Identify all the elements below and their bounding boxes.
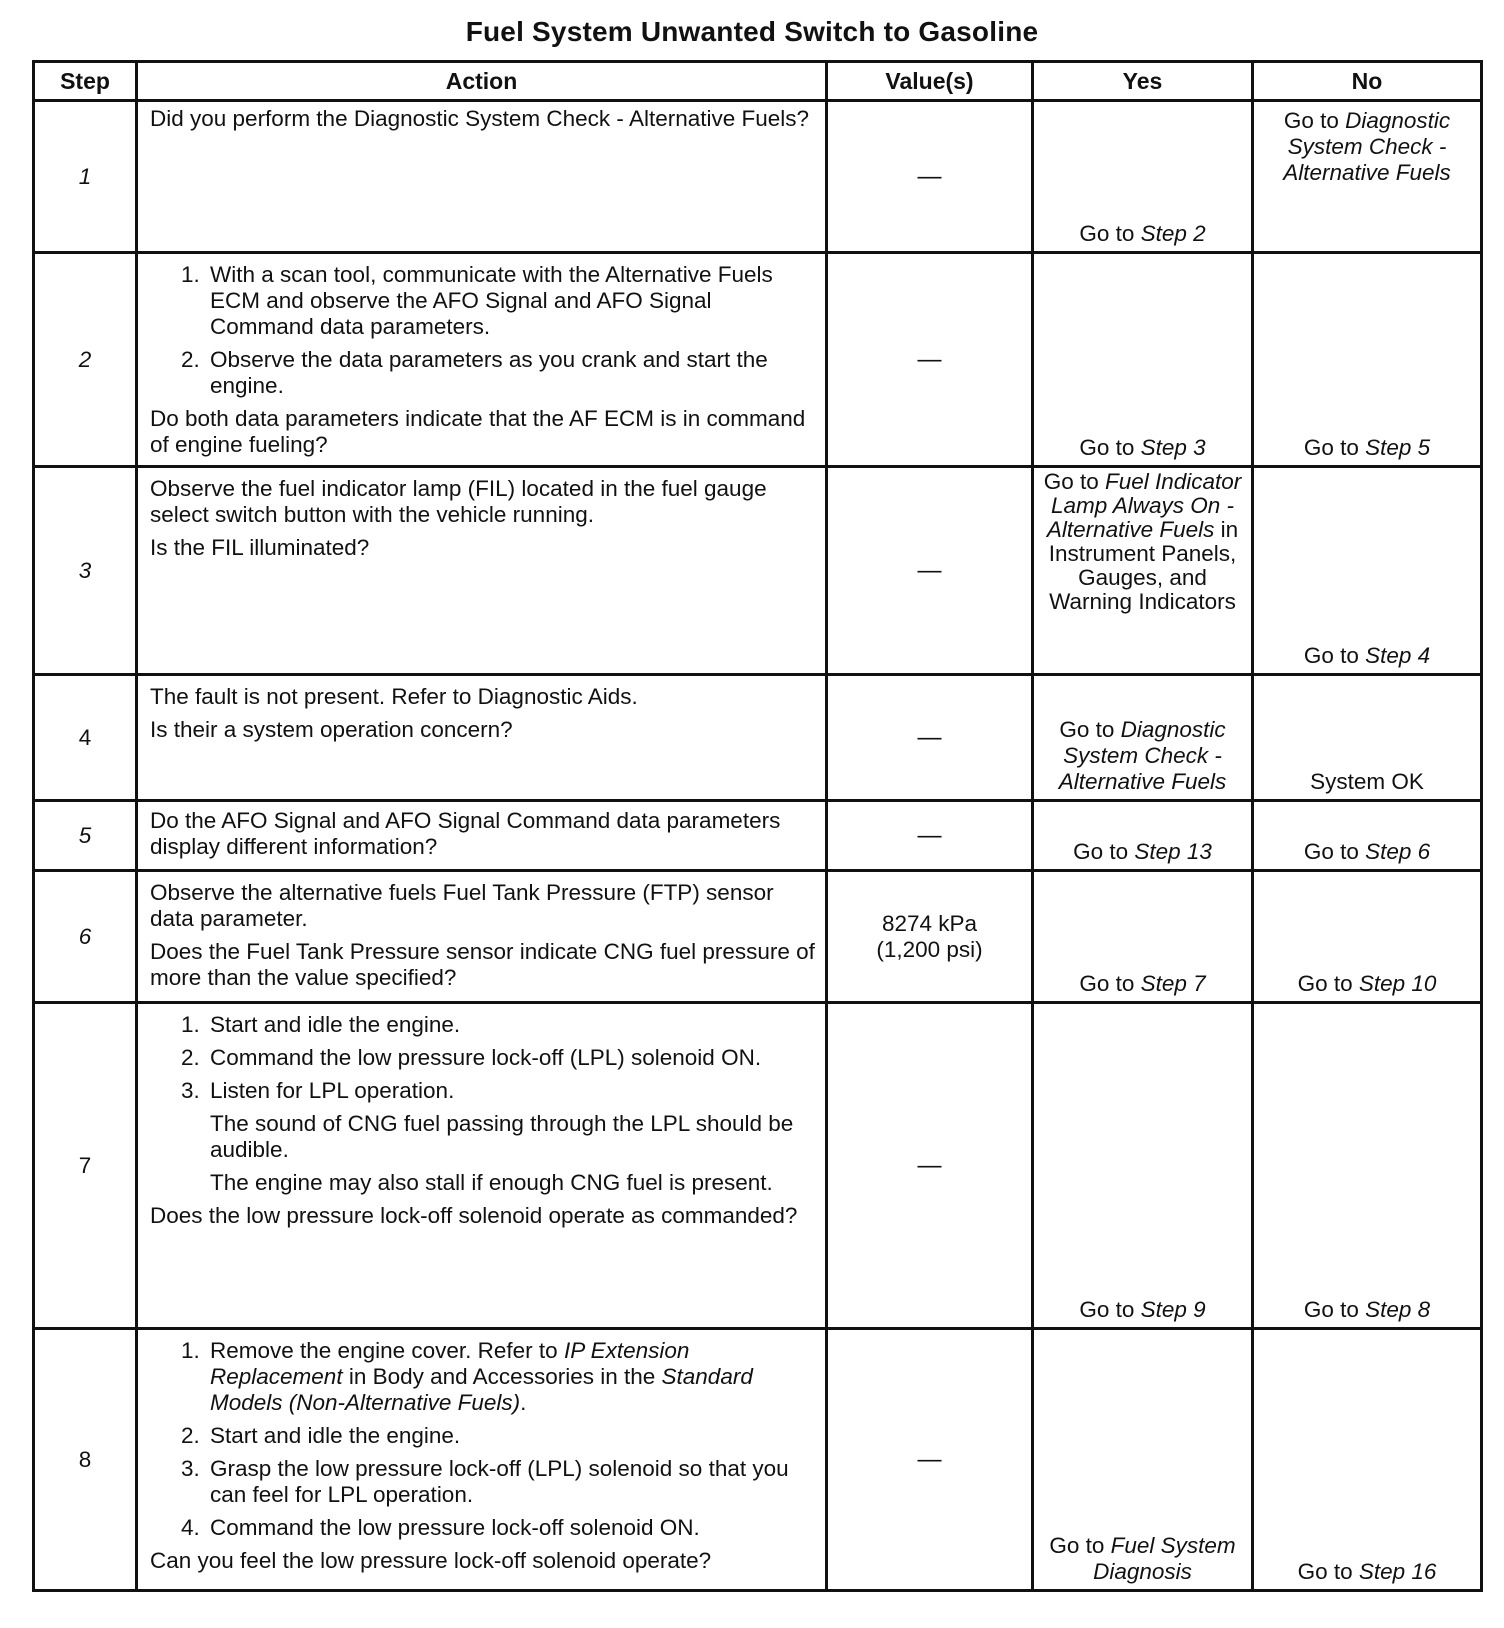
yes-link: Step 9 [1140, 1297, 1206, 1322]
yes-link: Fuel System Diagnosis [1093, 1533, 1236, 1584]
step-number: 8 [34, 1329, 137, 1591]
step-number: 2 [34, 253, 137, 467]
yes-prefix: Go to [1073, 839, 1135, 864]
action-cell [137, 871, 827, 1003]
action-question: Is the FIL illuminated? [150, 535, 370, 560]
action-text: Observe the alternative fuels Fuel Tank Pressure (FTP) sensor data parameter. [150, 880, 774, 931]
value-cell [827, 871, 1033, 1003]
action-steps [150, 1338, 815, 1541]
no-cell [1253, 101, 1482, 253]
no-link: Step 5 [1365, 435, 1431, 460]
yes-prefix: Go to [1079, 1297, 1141, 1322]
table-row [34, 467, 1482, 675]
no-cell [1253, 467, 1482, 675]
yes-link: Fuel Indicator Lamp Always On - Alternative Fuels [1046, 469, 1242, 542]
no-cell [1253, 801, 1482, 871]
step-number: 1 [34, 101, 137, 253]
yes-cell [1033, 871, 1253, 1003]
action-cell [137, 101, 827, 253]
table-row [34, 675, 1482, 801]
no-cell [1253, 1329, 1482, 1591]
value-cell: — [827, 801, 1033, 871]
no-prefix: Go to [1303, 643, 1366, 668]
value-line: 8274 kPa [881, 910, 978, 936]
header-no: No [1253, 62, 1482, 101]
action-cell [137, 675, 827, 801]
yes-link: Step 13 [1134, 839, 1212, 864]
value-line: (1,200 psi) [876, 936, 983, 962]
header-action: Action [137, 62, 827, 101]
yes-prefix: Go to [1043, 469, 1105, 494]
value-cell: — [827, 253, 1033, 467]
action-text: Observe the fuel indicator lamp (FIL) located in the fuel gauge select switch button with the vehicle running. [150, 476, 767, 527]
diagnostic-table [32, 60, 1483, 1592]
step-number: 6 [34, 871, 137, 1003]
header-row [34, 62, 1482, 101]
no-text: System OK [1310, 769, 1424, 794]
table-row [34, 253, 1482, 467]
table-row [34, 1329, 1482, 1591]
action-step-item: 2. Observe the data parameters as you crank and start the engine. [206, 347, 815, 399]
yes-prefix: Go to [1049, 1533, 1111, 1558]
no-prefix: Go to [1303, 435, 1366, 460]
no-link: Step 16 [1358, 1559, 1437, 1584]
value-cell: — [827, 675, 1033, 801]
action-cell [137, 467, 827, 675]
reference-link: Standard Models (Non-Alternative Fuels) [210, 1364, 753, 1415]
no-prefix: Go to [1297, 971, 1359, 996]
action-steps [150, 1012, 815, 1104]
action-question: Did you perform the Diagnostic System Check - Alternative Fuels? [150, 106, 810, 131]
step-number: 7 [34, 1003, 137, 1329]
yes-cell [1033, 1003, 1253, 1329]
no-prefix: Go to [1283, 108, 1346, 133]
action-question: Is their a system operation concern? [150, 717, 513, 742]
action-steps [150, 262, 815, 399]
step-number: 5 [34, 801, 137, 871]
action-text: The fault is not present. Refer to Diagnostic Aids. [150, 684, 638, 709]
yes-prefix: Go to [1079, 971, 1141, 996]
action-step-item: 4. Command the low pressure lock-off solenoid ON. [206, 1515, 815, 1541]
yes-cell [1033, 253, 1253, 467]
yes-prefix: Go to [1059, 717, 1121, 742]
no-link: Step 10 [1358, 971, 1437, 996]
value-cell: — [827, 467, 1033, 675]
action-note: The sound of CNG fuel passing through the LPL should be audible. [210, 1111, 794, 1162]
no-link: Step 6 [1365, 839, 1431, 864]
no-prefix: Go to [1297, 1559, 1359, 1584]
header-step: Step [34, 62, 137, 101]
yes-suffix: in Instrument Panels, Gauges, and Warning Indicators [1048, 517, 1239, 614]
table-row [34, 101, 1482, 253]
yes-link: Step 2 [1140, 221, 1206, 246]
action-cell [137, 1329, 827, 1591]
no-cell [1253, 1003, 1482, 1329]
action-question: Does the Fuel Tank Pressure sensor indicate CNG fuel pressure of more than the value specified? [150, 939, 815, 990]
action-question: Do the AFO Signal and AFO Signal Command data parameters display different information? [150, 808, 781, 859]
yes-prefix: Go to [1079, 221, 1141, 246]
yes-link: Step 7 [1140, 971, 1206, 996]
action-text: Remove the engine cover. Refer to [210, 1338, 564, 1363]
step-number: 3 [34, 467, 137, 675]
no-link: Step 8 [1365, 1297, 1431, 1322]
table-row [34, 1003, 1482, 1329]
action-cell [137, 1003, 827, 1329]
yes-cell [1033, 467, 1253, 675]
action-step-item: 3. Listen for LPL operation. [206, 1078, 815, 1104]
no-prefix: Go to [1303, 839, 1366, 864]
action-step-item: 3. Grasp the low pressure lock-off (LPL) solenoid so that you can feel for LPL operation. [206, 1456, 815, 1508]
action-text: . [520, 1390, 527, 1415]
action-cell [137, 801, 827, 871]
action-step-item: 2. Start and idle the engine. [206, 1423, 815, 1449]
no-prefix: Go to [1303, 1297, 1366, 1322]
no-cell [1253, 871, 1482, 1003]
action-question: Can you feel the low pressure lock-off solenoid operate? [150, 1548, 712, 1573]
no-cell [1253, 253, 1482, 467]
table-row [34, 801, 1482, 871]
yes-link: Step 3 [1140, 435, 1206, 460]
step-number: 4 [34, 675, 137, 801]
action-note: The engine may also stall if enough CNG fuel is present. [210, 1170, 773, 1195]
action-step-item: 1. With a scan tool, communicate with the Alternative Fuels ECM and observe the AFO Signal and AFO Signal Command data parameters. [206, 262, 815, 340]
yes-cell [1033, 1329, 1253, 1591]
action-cell [137, 253, 827, 467]
value-cell: — [827, 101, 1033, 253]
table-row [34, 871, 1482, 1003]
yes-cell [1033, 101, 1253, 253]
action-step-item [206, 1338, 815, 1416]
action-step-item: 1. Start and idle the engine. [206, 1012, 815, 1038]
no-link: Diagnostic System Check - Alternative Fuels [1283, 108, 1451, 185]
header-value: Value(s) [827, 62, 1033, 101]
value-cell: — [827, 1329, 1033, 1591]
yes-prefix: Go to [1079, 435, 1141, 460]
yes-cell [1033, 801, 1253, 871]
value-cell: — [827, 1003, 1033, 1329]
action-text: in Body and Accessories in the [342, 1364, 662, 1389]
header-yes: Yes [1033, 62, 1253, 101]
action-step-item: 2. Command the low pressure lock-off (LPL) solenoid ON. [206, 1045, 815, 1071]
no-cell [1253, 675, 1482, 801]
yes-link: Diagnostic System Check - Alternative Fuels [1058, 717, 1227, 794]
action-question: Do both data parameters indicate that the AF ECM is in command of engine fueling? [150, 406, 806, 457]
yes-cell [1033, 675, 1253, 801]
action-question: Does the low pressure lock-off solenoid operate as commanded? [150, 1203, 798, 1228]
no-link: Step 4 [1365, 643, 1431, 668]
page-title: Fuel System Unwanted Switch to Gasoline [465, 16, 1039, 47]
reference-link: IP Extension Replacement [210, 1338, 690, 1389]
